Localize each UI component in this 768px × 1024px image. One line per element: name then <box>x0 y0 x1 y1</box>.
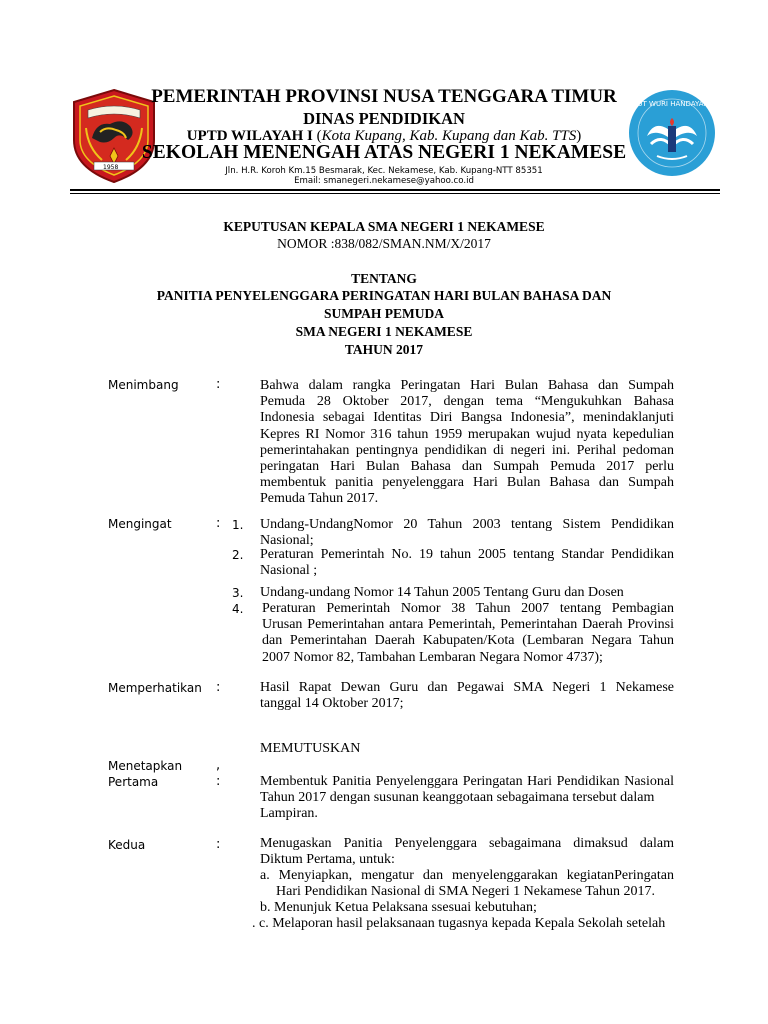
mengingat-item-number: 4. <box>232 602 244 616</box>
memperhatikan-text <box>260 680 674 712</box>
mengingat-colon: : <box>216 516 221 531</box>
memperhatikan-line: tanggal 14 Oktober 2017; <box>260 696 404 712</box>
mengingat-item-line: dan Pemerintahan Daerah Kabupaten/Kota (Lembaran Negara Tahun <box>262 633 674 649</box>
menimbang-line: Pemuda 28 Oktober 2017, dengan tema “Mengukuhkan Bahasa <box>260 394 674 410</box>
pertama-text <box>260 774 674 823</box>
menimbang-line: pemerintahakan pentingnya pendidikan di negeri ini. Perihal pedoman <box>260 442 674 458</box>
menimbang-label: Menimbang <box>108 378 179 392</box>
menimbang-line: Pemuda Tahun 2017. <box>260 491 379 507</box>
mengingat-label: Mengingat <box>108 517 172 531</box>
pertama-colon: : <box>216 774 221 789</box>
government-name: PEMERINTAH PROVINSI NUSA TENGGARA TIMUR <box>151 86 617 107</box>
school-name: SEKOLAH MENENGAH ATAS NEGERI 1 NEKAMESE <box>141 142 627 163</box>
kedua-item-c: . c. Melaporan hasil pelaksanaan tugasnya kepada Kepala Sekolah setelah <box>252 916 666 931</box>
menimbang-line: membentuk panitia penyelenggara Hari Bulan Bahasa dan Sumpah <box>260 475 674 491</box>
decree-number: NOMOR :838/082/SMAN.NM/X/2017 <box>277 236 491 251</box>
mengingat-item-line: Nasional ; <box>260 563 318 579</box>
kedua-intro-line: Diktum Pertama, untuk: <box>260 852 395 868</box>
school-address: Jln. H.R. Koroh Km.15 Besmarak, Kec. Nekamese, Kab. Kupang-NTT 85351 <box>225 166 543 176</box>
mengingat-item-line: Undang-UndangNomor 20 Tahun 2003 tentang Sistem Pendidikan <box>260 517 674 532</box>
subject-line-1: PANITIA PENYELENGGARA PERINGATAN HARI BULAN BAHASA DAN <box>156 288 612 303</box>
mengingat-item <box>260 547 674 579</box>
menimbang-text <box>260 378 674 508</box>
kedua-label: Kedua <box>108 838 146 852</box>
subject-line-4: TAHUN 2017 <box>344 342 424 357</box>
uptd-paren-close: ) <box>576 128 582 144</box>
pertama-line: Tahun 2017 dengan susunan keanggotaan sebagaimana tersebut dalam <box>260 790 655 806</box>
department-name: DINAS PENDIDIKAN <box>303 109 465 128</box>
uptd-name: UPTD WILAYAH I <box>186 128 313 144</box>
kedua-intro-line: Menugaskan Panitia Penyelenggara sebagaimana dimaksud dalam <box>260 836 674 851</box>
mengingat-item-line: Nasional; <box>260 533 314 549</box>
kedua-intro <box>260 836 674 868</box>
memperhatikan-line: Hasil Rapat Dewan Guru dan Pegawai SMA Negeri 1 Nekamese <box>260 680 674 695</box>
menimbang-colon: : <box>216 377 221 392</box>
kedua-colon: : <box>216 837 221 852</box>
menetapkan-label: Menetapkan <box>108 759 183 773</box>
pertama-line: Lampiran. <box>260 806 318 822</box>
mengingat-item-number: 1. <box>232 518 244 532</box>
memperhatikan-label: Memperhatikan <box>108 681 202 695</box>
memperhatikan-colon: : <box>216 680 221 695</box>
mengingat-item-line: Peraturan Pemerintah Nomor 38 Tahun 2007 tentang Pembagian <box>262 601 674 616</box>
mengingat-item-line: Undang-undang Nomor 14 Tahun 2005 Tentang Guru dan Dosen <box>260 585 624 600</box>
pertama-line: Membentuk Panitia Penyelenggara Peringatan Hari Pendidikan Nasional <box>260 774 674 789</box>
kedua-item-a <box>260 868 674 884</box>
mengingat-item-line: Peraturan Pemerintah No. 19 tahun 2005 tentang Standar Pendidikan <box>260 547 674 562</box>
menimbang-line: peringatan Hari Bulan Bahasa dan Sumpah Pemuda 2017 perlu <box>260 459 674 475</box>
kedua-item-a-line: a. Menyiapkan, mengatur dan menyelenggarakan kegiatanPeringatan <box>260 868 674 883</box>
subject-line-3: SMA NEGERI 1 NEKAMESE <box>295 324 473 339</box>
motto-text: TUT WURI HANDAYANI <box>633 100 711 108</box>
menimbang-line: Bahwa dalam rangka Peringatan Hari Bulan Bahasa dan Sumpah <box>260 378 674 393</box>
menimbang-line: Kepres RI Nomor 316 tahun 1959 merupakan wujud nyata kepedulian <box>260 426 674 442</box>
menetapkan-mark: , <box>216 758 221 773</box>
mengingat-item-line: Urusan Pemerintahan antara Pemerintah, Pemerintahan Daerah Provinsi <box>262 617 674 633</box>
menimbang-line: Indonesia sebagai Identitas Diri Bangsa Indonesia”, menindaklanjuti <box>260 410 674 426</box>
letterhead-rule-thick <box>70 189 720 191</box>
mengingat-item-line: 2007 Nomor 82, Tambahan Lembaran Negara Nomor 4737); <box>262 649 603 665</box>
memutuskan-heading: MEMUTUSKAN <box>260 741 361 756</box>
emblem-year: 1958 <box>103 164 119 171</box>
subject-line-2: SUMPAH PEMUDA <box>323 306 445 321</box>
mengingat-item <box>262 601 674 666</box>
about-heading: TENTANG <box>351 271 417 286</box>
uptd-paren-open: ( <box>312 128 322 144</box>
pertama-label: Pertama <box>108 775 159 789</box>
kedua-item-b: b. Menunjuk Ketua Pelaksana ssesuai kebutuhan; <box>260 900 537 915</box>
decree-title: KEPUTUSAN KEPALA SMA NEGERI 1 NEKAMESE <box>223 219 545 234</box>
kedua-item-a-line: Hari Pendidikan Nasional di SMA Negeri 1 Nekamese Tahun 2017. <box>276 884 656 899</box>
mengingat-item-number: 2. <box>232 548 244 562</box>
mengingat-item <box>260 517 674 549</box>
uptd-region: Kota Kupang, Kab. Kupang dan Kab. TTS <box>321 128 577 144</box>
letterhead-rule-thin <box>70 193 720 194</box>
school-email: Email: smanegeri.nekamese@yahoo.co.id <box>294 176 474 186</box>
mengingat-item-number: 3. <box>232 586 244 600</box>
